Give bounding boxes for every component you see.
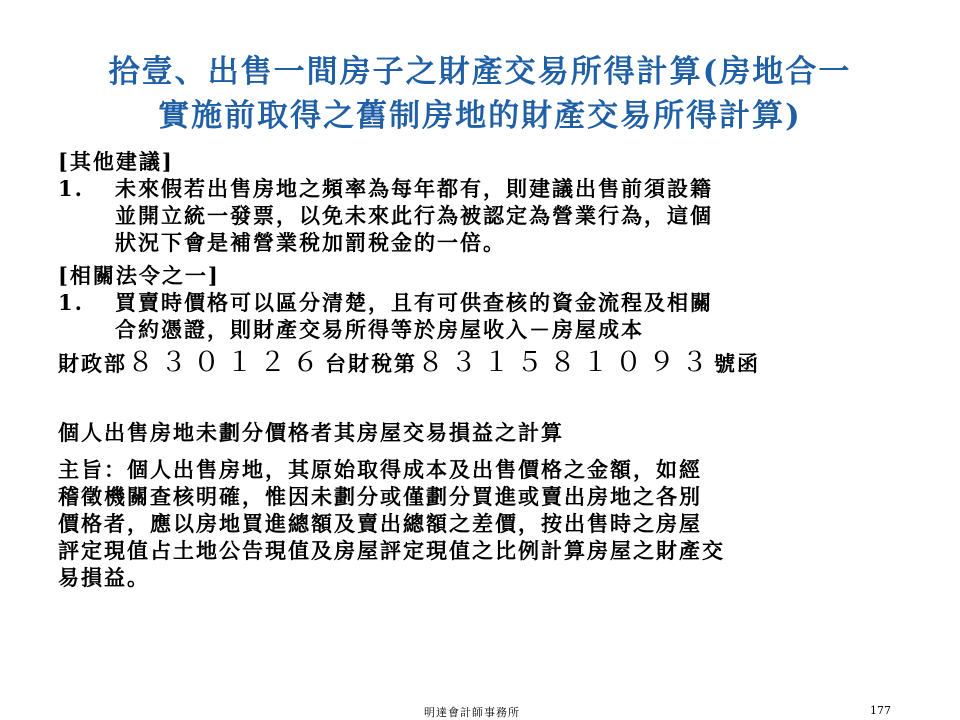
summary-line: 評定現值占土地公告現值及房屋評定現值之比例計算房屋之財產交 — [58, 538, 725, 563]
section-heading-house-gain-loss: 個人出售房地未劃分價格者其房屋交易損益之計算 — [58, 420, 564, 445]
section-heading-other-suggestions: [其他建議] — [58, 149, 174, 174]
title-line-2: 實施前取得之舊制房地的財產交易所得計算) — [158, 98, 802, 134]
item-number: 1. — [58, 290, 84, 315]
ruling-prefix: 財政部 — [58, 351, 127, 376]
ruling-suffix: 號函 — [714, 351, 760, 376]
section-heading-related-law: [相關法令之一] — [58, 263, 220, 288]
item-text-line: 並開立統一發票，以免未來此行為被認定為營業行為，這個 — [115, 203, 713, 228]
ruling-mid: 台財稅第 — [325, 351, 417, 376]
summary-line: 主旨：個人出售房地，其原始取得成本及出售價格之金額，如經 — [58, 457, 702, 482]
slide-body — [58, 148, 888, 591]
slide-title — [40, 50, 920, 138]
summary-line: 稽徵機關查核明確，惟因未劃分或僅劃分買進或賣出房地之各別 — [58, 484, 702, 509]
item-text — [115, 175, 888, 256]
footer-organization: 明達會計師事務所 — [424, 706, 520, 719]
summary-line: 價格者，應以房地買進總額及賣出總額之差價，按出售時之房屋 — [58, 511, 702, 536]
item-text-line: 買賣時價格可以區分清楚，且有可供查核的資金流程及相關 — [115, 290, 713, 315]
numbered-item-law — [58, 289, 888, 343]
slide-footer — [0, 702, 960, 720]
ruling-summary — [58, 456, 888, 591]
ruling-number: ８３１５８１０９３ — [417, 347, 714, 378]
page-number: 177 — [870, 704, 891, 717]
ruling-date: ８３０１２６ — [127, 347, 325, 378]
ministry-ruling-reference — [58, 349, 888, 377]
summary-line: 易損益。 — [58, 565, 150, 590]
item-text — [115, 289, 888, 343]
item-text-line: 合約憑證，則財產交易所得等於房屋收入－房屋成本 — [115, 317, 644, 342]
item-text-line: 狀況下會是補營業稅加罰稅金的一倍。 — [115, 230, 506, 255]
numbered-item-suggestion — [58, 175, 888, 256]
title-line-1: 拾壹、出售一間房子之財產交易所得計算(房地合一 — [108, 54, 852, 90]
item-number: 1. — [58, 176, 84, 201]
item-text-line: 未來假若出售房地之頻率為每年都有，則建議出售前須設籍 — [115, 176, 713, 201]
